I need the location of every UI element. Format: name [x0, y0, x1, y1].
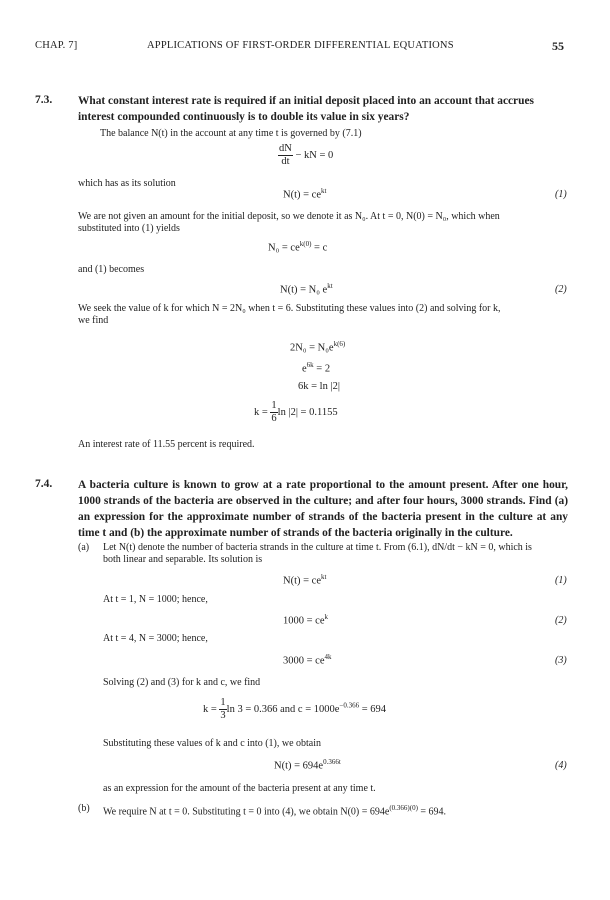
part-a-line-2: both linear and separable. Its solution is [103, 554, 263, 565]
paragraph-seek-k-2: we find [78, 315, 109, 326]
equation-tag: (4) [555, 760, 567, 771]
general-solution: $N(t) = ce^{kt}$ [283, 187, 327, 201]
equation-tag: (2) [555, 284, 567, 295]
part-a-label: (a) [78, 542, 90, 553]
conclusion-7-3: An interest rate of 11.55 percent is required. [78, 439, 255, 450]
equation-tag: (3) [555, 655, 567, 666]
one-third-fraction: $\frac{1}{3}$ [220, 697, 226, 721]
solution-lead-text: which has as its solution [78, 178, 176, 189]
derivative-fraction [278, 143, 293, 168]
fraction-denominator: dt [281, 156, 290, 167]
equation-remainder: − kN = 0 [292, 149, 334, 161]
condition-t1: At t = 1, N = 1000; hence, [103, 594, 208, 605]
equation-3: $3000 = ce^{4k}$ [283, 653, 332, 667]
step-1: $2N_0 = N_0e^{k(6)}$ [290, 340, 346, 354]
equation-tag: (1) [555, 575, 567, 586]
paragraph-initial-deposit-1: We are not given an amount for the initial deposit, so we denote it as N₀. At t = 0, N(0) = N₀, which when [78, 211, 500, 222]
running-head-title: APPLICATIONS OF FIRST-ORDER DIFFERENTIAL EQUATIONS [147, 40, 454, 51]
equation-4: $N(t) = 694e^{0.366t}$ [274, 758, 341, 772]
part-b-label: (b) [78, 803, 90, 814]
problem-statement-7-4: A bacteria culture is known to grow at a rate proportional to the amount present. After one hour, 1000 strands of the bacteria are observed in the culture; and after four hours, 3000 strands. Find (a) an expression for the approximate number of strands of the bacteria present in the culture at any time t and (b) the approximate number of strands of the bacteria originally in the culture. [78, 479, 568, 539]
equation-tag: (2) [555, 615, 567, 626]
equation-tag: (1) [555, 189, 567, 200]
paragraph-seek-k-1: We seek the value of k for which N = 2N₀ when t = 6. Substituting these values into (2) and solving for k, [78, 303, 501, 314]
paragraph-initial-deposit-2: substituted into (1) yields [78, 223, 180, 234]
solution-intro: The balance N(t) in the account at any time t is governed by (7.1) [100, 128, 362, 139]
substituting-text: Substituting these values of k and c into (1), we obtain [103, 738, 322, 749]
part-a-line-1: Let N(t) denote the number of bacteria strands in the culture at time t. From (6.1), dN/dt − kN = 0, which is [103, 542, 532, 553]
step-3: 6k = ln |2| [298, 381, 340, 392]
becomes-text: and (1) becomes [78, 264, 145, 275]
fraction-numerator: dN [279, 143, 292, 154]
one-sixth-fraction: $\frac{1}{6}$ [271, 400, 277, 424]
problem-number-7-4: 7.4. [35, 478, 53, 490]
problem-statement-7-3: What constant interest rate is required if an initial deposit placed into an account that accrues interest compounded continuously is to double its value in six years? [78, 95, 534, 123]
problem-number-7-3: 7.3. [35, 94, 53, 106]
k-and-c-result: k = $\frac{1}{3}$ ln 3 = 0.366 and $c = 1000e^{-0.366} = 694$ [203, 697, 387, 721]
solving-text: Solving (2) and (3) for k and c, we find [103, 677, 261, 688]
expression-text: as an expression for the amount of the bacteria present at any time t. [103, 783, 376, 794]
part-b-text: We require N at t = 0. Substituting t = 0 into (4), we obtain $N(0) = 694e^{(0.366)(0)} = 694$. [103, 804, 447, 818]
page-number: 55 [552, 39, 564, 53]
running-head-chapter: CHAP. 7] [35, 40, 78, 51]
condition-t4: At t = 4, N = 3000; hence, [103, 633, 208, 644]
equation-2: $1000 = ce^k$ [283, 613, 328, 627]
equation-2: N(t) = N₀ $e^{kt}$ [280, 282, 333, 296]
step-2: $e^{6k} = 2$ [302, 361, 331, 375]
equation-1: $N(t) = ce^{kt}$ [283, 573, 327, 587]
initial-condition-equation: $N_0 = ce^{k(0)} = c$ [268, 240, 328, 254]
step-4: k = $\frac{1}{6}$ ln |2| = 0.1155 [254, 400, 338, 424]
differential-equation [278, 143, 333, 168]
